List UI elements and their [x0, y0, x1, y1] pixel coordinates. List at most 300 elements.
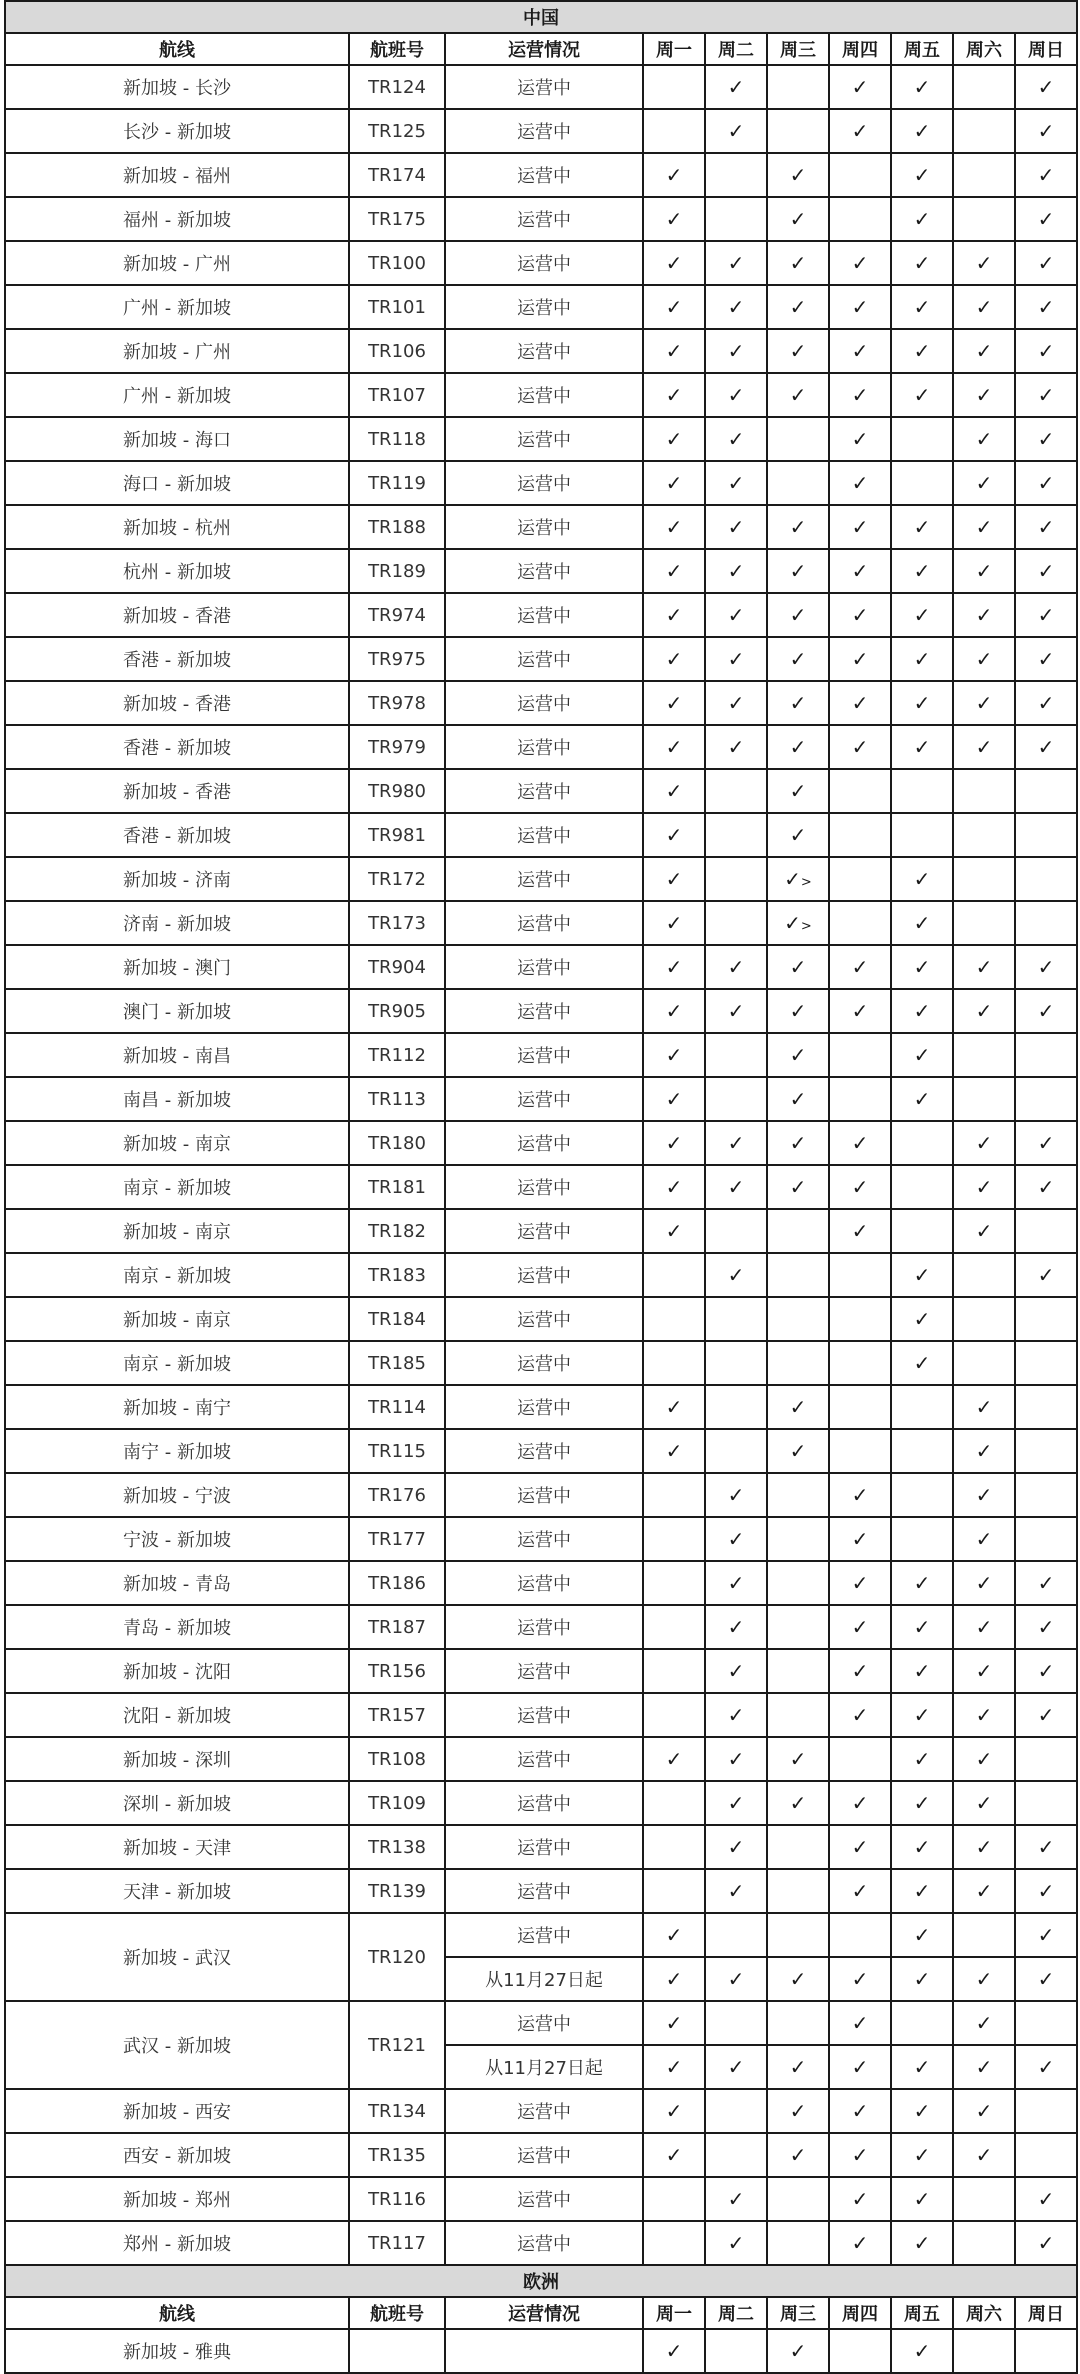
day-cell: [829, 285, 891, 329]
table-row: [5, 593, 1077, 637]
col-header-wed: 周三: [767, 2297, 829, 2329]
day-cell: [767, 153, 829, 197]
day-cell: [953, 1341, 1015, 1385]
check-mark-icon: ✓: [789, 1395, 807, 1419]
day-cell: [953, 989, 1015, 1033]
check-mark-icon: ✓: [789, 823, 807, 847]
table-row: [5, 197, 1077, 241]
check-mark-icon: ✓: [913, 207, 931, 231]
status-cell: 运营中: [445, 1253, 643, 1297]
day-cell: [767, 65, 829, 109]
day-cell: [829, 329, 891, 373]
col-header-thu: 周四: [829, 2297, 891, 2329]
day-cell: [829, 769, 891, 813]
day-cell: [1015, 1605, 1077, 1649]
day-cell: [705, 989, 767, 1033]
status-cell: 运营中: [445, 1605, 643, 1649]
status-cell: 运营中: [445, 2089, 643, 2133]
day-cell: [705, 593, 767, 637]
flight-number-cell: TR905: [349, 989, 445, 1033]
footnote-marker: >: [800, 875, 812, 890]
day-cell: [829, 1341, 891, 1385]
day-cell: [705, 1033, 767, 1077]
day-cell: [643, 329, 705, 373]
flight-number-cell: TR117: [349, 2221, 445, 2265]
col-header-fri: 周五: [891, 33, 953, 65]
day-cell: [953, 1077, 1015, 1121]
status-cell: 运营中: [445, 241, 643, 285]
flight-number-cell: TR979: [349, 725, 445, 769]
day-cell: [829, 241, 891, 285]
day-cell: [705, 681, 767, 725]
check-mark-icon: ✓: [913, 75, 931, 99]
check-mark-icon: ✓: [789, 515, 807, 539]
check-mark-icon: ✓: [789, 1131, 807, 1155]
day-cell: [643, 373, 705, 417]
day-cell: [891, 1825, 953, 1869]
check-mark-icon: ✓: [1037, 647, 1055, 671]
check-mark-icon: ✓: [727, 1835, 745, 1859]
day-cell: [891, 1429, 953, 1473]
check-mark-icon: ✓: [1037, 2187, 1055, 2211]
day-cell: [891, 1869, 953, 1913]
day-cell: [891, 65, 953, 109]
day-cell: [767, 2177, 829, 2221]
day-cell: [953, 1957, 1015, 2001]
day-cell: [829, 945, 891, 989]
day-cell: [953, 813, 1015, 857]
day-cell: [767, 1077, 829, 1121]
day-cell: [705, 2133, 767, 2177]
day-cell: [1015, 505, 1077, 549]
day-cell: [643, 1517, 705, 1561]
day-cell: [705, 2221, 767, 2265]
status-cell: 运营中: [445, 1869, 643, 1913]
route-cell: 南宁 - 新加坡: [5, 1429, 349, 1473]
route-cell: 新加坡 - 南京: [5, 1121, 349, 1165]
day-cell: [1015, 2221, 1077, 2265]
check-mark-icon: ✓: [913, 163, 931, 187]
day-cell: [705, 505, 767, 549]
day-cell: [1015, 901, 1077, 945]
day-cell: [1015, 989, 1077, 1033]
day-cell: [705, 241, 767, 285]
check-mark-icon: ✓: [727, 647, 745, 671]
flight-number-cell: TR157: [349, 1693, 445, 1737]
day-cell: [705, 1077, 767, 1121]
table-row: [5, 1429, 1077, 1473]
check-mark-icon: ✓: [851, 1615, 869, 1639]
day-cell: [767, 1737, 829, 1781]
table-row: [5, 109, 1077, 153]
day-cell: [767, 197, 829, 241]
day-cell: [829, 1077, 891, 1121]
day-cell: [767, 461, 829, 505]
day-cell: [643, 857, 705, 901]
day-cell: [705, 637, 767, 681]
day-cell: [767, 1209, 829, 1253]
day-cell: [643, 2133, 705, 2177]
day-cell: [953, 1869, 1015, 1913]
check-mark-icon: ✓: [975, 2099, 993, 2123]
day-cell: [767, 2329, 829, 2373]
flight-number-cell: TR101: [349, 285, 445, 329]
route-cell: 长沙 - 新加坡: [5, 109, 349, 153]
day-cell: [767, 1341, 829, 1385]
day-cell: [643, 1825, 705, 1869]
check-mark-icon: ✓: [913, 2187, 931, 2211]
flight-number-cell: TR174: [349, 153, 445, 197]
day-cell: [829, 549, 891, 593]
table-row: [5, 505, 1077, 549]
route-cell: 新加坡 - 青岛: [5, 1561, 349, 1605]
route-cell: 新加坡 - 南昌: [5, 1033, 349, 1077]
check-mark-icon: ✓: [665, 603, 683, 627]
col-header-flight: 航班号: [349, 2297, 445, 2329]
check-mark-icon: ✓: [727, 1615, 745, 1639]
status-cell: 运营中: [445, 1341, 643, 1385]
day-cell: [1015, 725, 1077, 769]
check-mark-icon: ✓: [789, 2099, 807, 2123]
day-cell: [953, 1649, 1015, 1693]
check-mark-icon: ✓: [727, 427, 745, 451]
day-cell: [891, 1693, 953, 1737]
day-cell: [829, 1957, 891, 2001]
day-cell: [891, 153, 953, 197]
day-cell: [829, 1517, 891, 1561]
table-row: [5, 1165, 1077, 1209]
status-cell: 运营中: [445, 681, 643, 725]
route-cell: 南京 - 新加坡: [5, 1253, 349, 1297]
check-mark-icon: ✓: [727, 295, 745, 319]
day-cell: [829, 637, 891, 681]
day-cell: [953, 2001, 1015, 2045]
day-cell: [705, 2329, 767, 2373]
flight-number-cell: TR180: [349, 1121, 445, 1165]
check-mark-icon: ✓: [975, 1835, 993, 1859]
day-cell: [643, 989, 705, 1033]
day-cell: [1015, 1913, 1077, 1957]
col-header-sun: 周日: [1015, 33, 1077, 65]
table-row: [5, 725, 1077, 769]
check-mark-icon: ✓: [913, 1791, 931, 1815]
route-cell: 新加坡 - 雅典: [5, 2329, 349, 2373]
day-cell: [767, 1033, 829, 1077]
check-mark-icon: ✓: [1037, 603, 1055, 627]
day-cell: [643, 197, 705, 241]
day-cell: [1015, 1649, 1077, 1693]
day-cell: [891, 901, 953, 945]
status-cell: 运营中: [445, 989, 643, 1033]
day-cell: [705, 285, 767, 329]
day-cell: [953, 505, 1015, 549]
route-cell: 新加坡 - 香港: [5, 593, 349, 637]
day-cell: [829, 109, 891, 153]
day-cell: [953, 2329, 1015, 2373]
day-cell: [953, 857, 1015, 901]
day-cell: [891, 2133, 953, 2177]
day-cell: [767, 769, 829, 813]
check-mark-icon: ✓: [851, 735, 869, 759]
check-mark-icon: ✓: [727, 2231, 745, 2255]
table-row: [5, 2221, 1077, 2265]
day-cell: [705, 373, 767, 417]
route-cell: 澳门 - 新加坡: [5, 989, 349, 1033]
day-cell: [705, 901, 767, 945]
day-cell: [643, 813, 705, 857]
day-cell: [767, 373, 829, 417]
table-row: [5, 2089, 1077, 2133]
flight-number-cell: TR121: [349, 2001, 445, 2089]
check-mark-icon: ✓: [975, 647, 993, 671]
status-cell: 运营中: [445, 2133, 643, 2177]
day-cell: [767, 857, 829, 901]
status-cell: 运营中: [445, 2001, 643, 2045]
check-mark-icon: ✓: [913, 647, 931, 671]
table-row: [5, 153, 1077, 197]
status-cell: 运营中: [445, 1033, 643, 1077]
route-cell: 新加坡 - 济南: [5, 857, 349, 901]
check-mark-icon: ✓: [1037, 1263, 1055, 1287]
day-cell: [1015, 1473, 1077, 1517]
flight-number-cell: TR173: [349, 901, 445, 945]
check-mark-icon: ✓: [665, 1043, 683, 1067]
check-mark-icon: ✓: [727, 1879, 745, 1903]
check-mark-icon: ✓: [789, 955, 807, 979]
day-cell: [953, 681, 1015, 725]
day-cell: [891, 681, 953, 725]
flight-number-cell: TR139: [349, 1869, 445, 1913]
day-cell: [643, 285, 705, 329]
table-row: [5, 2329, 1077, 2373]
day-cell: [1015, 593, 1077, 637]
col-header-mon: 周一: [643, 2297, 705, 2329]
day-cell: [767, 1913, 829, 1957]
day-cell: [643, 153, 705, 197]
day-cell: [643, 1165, 705, 1209]
check-mark-icon: ✓: [851, 471, 869, 495]
day-cell: [891, 1605, 953, 1649]
route-cell: 新加坡 - 南京: [5, 1209, 349, 1253]
region-heading-china: 中国: [5, 1, 1077, 33]
check-mark-icon: ✓: [1037, 691, 1055, 715]
route-cell: 海口 - 新加坡: [5, 461, 349, 505]
check-mark-icon: ✓: [851, 2187, 869, 2211]
status-cell: 运营中: [445, 1077, 643, 1121]
check-mark-icon: ✓: [975, 251, 993, 275]
day-cell: [829, 1869, 891, 1913]
day-cell: [829, 1209, 891, 1253]
day-cell: [953, 461, 1015, 505]
check-mark-icon: ✓: [789, 207, 807, 231]
flight-number-cell: TR181: [349, 1165, 445, 1209]
flight-number-cell: [349, 2329, 445, 2373]
day-cell: [829, 417, 891, 461]
day-cell: [891, 2177, 953, 2221]
day-cell: [891, 945, 953, 989]
route-cell: 香港 - 新加坡: [5, 725, 349, 769]
table-row: [5, 1297, 1077, 1341]
day-cell: [643, 1473, 705, 1517]
check-mark-icon: ✓: [851, 1879, 869, 1903]
day-cell: [767, 1121, 829, 1165]
check-mark-icon: ✓: [665, 779, 683, 803]
check-mark-icon: ✓: [913, 911, 931, 935]
day-cell: [953, 769, 1015, 813]
table-row: [5, 1561, 1077, 1605]
check-mark-icon: ✓: [1037, 295, 1055, 319]
check-mark-icon: ✓: [913, 295, 931, 319]
check-mark-icon: ✓: [1037, 1923, 1055, 1947]
check-mark-icon: ✓: [913, 1703, 931, 1727]
day-cell: [643, 1209, 705, 1253]
check-mark-icon: ✓: [727, 75, 745, 99]
day-cell: [705, 1297, 767, 1341]
check-mark-icon: ✓: [975, 1791, 993, 1815]
route-cell: 新加坡 - 长沙: [5, 65, 349, 109]
day-cell: [829, 2177, 891, 2221]
table-row: [5, 549, 1077, 593]
route-cell: 新加坡 - 宁波: [5, 1473, 349, 1517]
status-cell: 从11月27日起: [445, 1957, 643, 2001]
check-mark-icon: ✓: [851, 2143, 869, 2167]
check-mark-icon: ✓: [1037, 427, 1055, 451]
check-mark-icon: ✓: [913, 1615, 931, 1639]
route-cell: 新加坡 - 杭州: [5, 505, 349, 549]
day-cell: [891, 857, 953, 901]
table-row: [5, 1077, 1077, 1121]
day-cell: [643, 65, 705, 109]
day-cell: [1015, 813, 1077, 857]
col-header-status: 运营情况: [445, 33, 643, 65]
table-row: [5, 1253, 1077, 1297]
day-cell: [891, 1341, 953, 1385]
day-cell: [891, 1253, 953, 1297]
flight-number-cell: TR109: [349, 1781, 445, 1825]
check-mark-icon: ✓: [665, 1923, 683, 1947]
day-cell: [953, 241, 1015, 285]
check-mark-icon: ✓: [789, 603, 807, 627]
check-mark-icon: ✓: [975, 1175, 993, 1199]
check-mark-icon: ✓: [665, 955, 683, 979]
day-cell: [705, 1385, 767, 1429]
day-cell: [767, 2089, 829, 2133]
col-header-tue: 周二: [705, 2297, 767, 2329]
check-mark-icon: ✓: [665, 999, 683, 1023]
check-mark-icon: ✓: [727, 1659, 745, 1683]
flight-number-cell: TR176: [349, 1473, 445, 1517]
check-mark-icon: ✓: [665, 911, 683, 935]
status-cell: 运营中: [445, 1825, 643, 1869]
column-header-row-europe: [5, 2297, 1077, 2329]
check-mark-icon: ✓: [913, 691, 931, 715]
check-mark-icon: ✓: [975, 1967, 993, 1991]
check-mark-icon: ✓: [665, 251, 683, 275]
day-cell: [1015, 1077, 1077, 1121]
check-mark-icon: ✓: [975, 339, 993, 363]
check-mark-icon: ✓: [851, 1219, 869, 1243]
status-cell: 运营中: [445, 1737, 643, 1781]
col-header-thu: 周四: [829, 33, 891, 65]
check-mark-icon: ✓: [665, 163, 683, 187]
day-cell: [891, 373, 953, 417]
check-mark-icon: ✓: [665, 295, 683, 319]
day-cell: [643, 241, 705, 285]
day-cell: [1015, 2001, 1077, 2045]
status-cell: 运营中: [445, 1121, 643, 1165]
status-cell: 运营中: [445, 329, 643, 373]
flight-number-cell: TR981: [349, 813, 445, 857]
day-cell: [767, 1253, 829, 1297]
check-mark-icon: ✓: [727, 1175, 745, 1199]
day-cell: [705, 1561, 767, 1605]
check-mark-icon: ✓: [1037, 1175, 1055, 1199]
check-mark-icon: ✓: [789, 691, 807, 715]
flight-number-cell: TR115: [349, 1429, 445, 1473]
check-mark-icon: ✓: [913, 339, 931, 363]
day-cell: [829, 2133, 891, 2177]
day-cell: [829, 1121, 891, 1165]
route-cell: 郑州 - 新加坡: [5, 2221, 349, 2265]
day-cell: [643, 1429, 705, 1473]
check-mark-icon: ✓: [727, 691, 745, 715]
route-cell: 香港 - 新加坡: [5, 813, 349, 857]
day-cell: [705, 1341, 767, 1385]
check-mark-icon: ✓: [1037, 251, 1055, 275]
check-mark-icon: ✓: [851, 2099, 869, 2123]
flight-number-cell: TR124: [349, 65, 445, 109]
day-cell: [643, 1121, 705, 1165]
column-header-row: [5, 33, 1077, 65]
day-cell: [767, 241, 829, 285]
day-cell: [767, 1605, 829, 1649]
day-cell: [767, 1429, 829, 1473]
day-cell: [829, 1781, 891, 1825]
col-header-sun: 周日: [1015, 2297, 1077, 2329]
day-cell: [891, 1209, 953, 1253]
day-cell: [705, 1913, 767, 1957]
check-mark-icon: ✓: [975, 1659, 993, 1683]
day-cell: [953, 1693, 1015, 1737]
day-cell: [643, 1913, 705, 1957]
check-mark-icon: ✓: [975, 1483, 993, 1507]
table-row: [5, 285, 1077, 329]
day-cell: [829, 2221, 891, 2265]
table-row: [5, 1517, 1077, 1561]
day-cell: [953, 1517, 1015, 1561]
day-cell: [829, 1693, 891, 1737]
table-row: [5, 1781, 1077, 1825]
day-cell: [953, 153, 1015, 197]
status-cell: 运营中: [445, 197, 643, 241]
day-cell: [767, 1781, 829, 1825]
day-cell: [953, 549, 1015, 593]
day-cell: [1015, 1517, 1077, 1561]
check-mark-icon: ✓: [975, 427, 993, 451]
table-row: [5, 681, 1077, 725]
day-cell: [829, 2001, 891, 2045]
route-cell: 新加坡 - 海口: [5, 417, 349, 461]
status-cell: 运营中: [445, 1473, 643, 1517]
check-mark-icon: ✓: [727, 735, 745, 759]
day-cell: [1015, 1957, 1077, 2001]
status-cell: 运营中: [445, 637, 643, 681]
flight-number-cell: TR120: [349, 1913, 445, 2001]
check-mark-icon: ✓: [913, 735, 931, 759]
day-cell: [953, 901, 1015, 945]
table-row: [5, 2177, 1077, 2221]
flight-number-cell: TR119: [349, 461, 445, 505]
